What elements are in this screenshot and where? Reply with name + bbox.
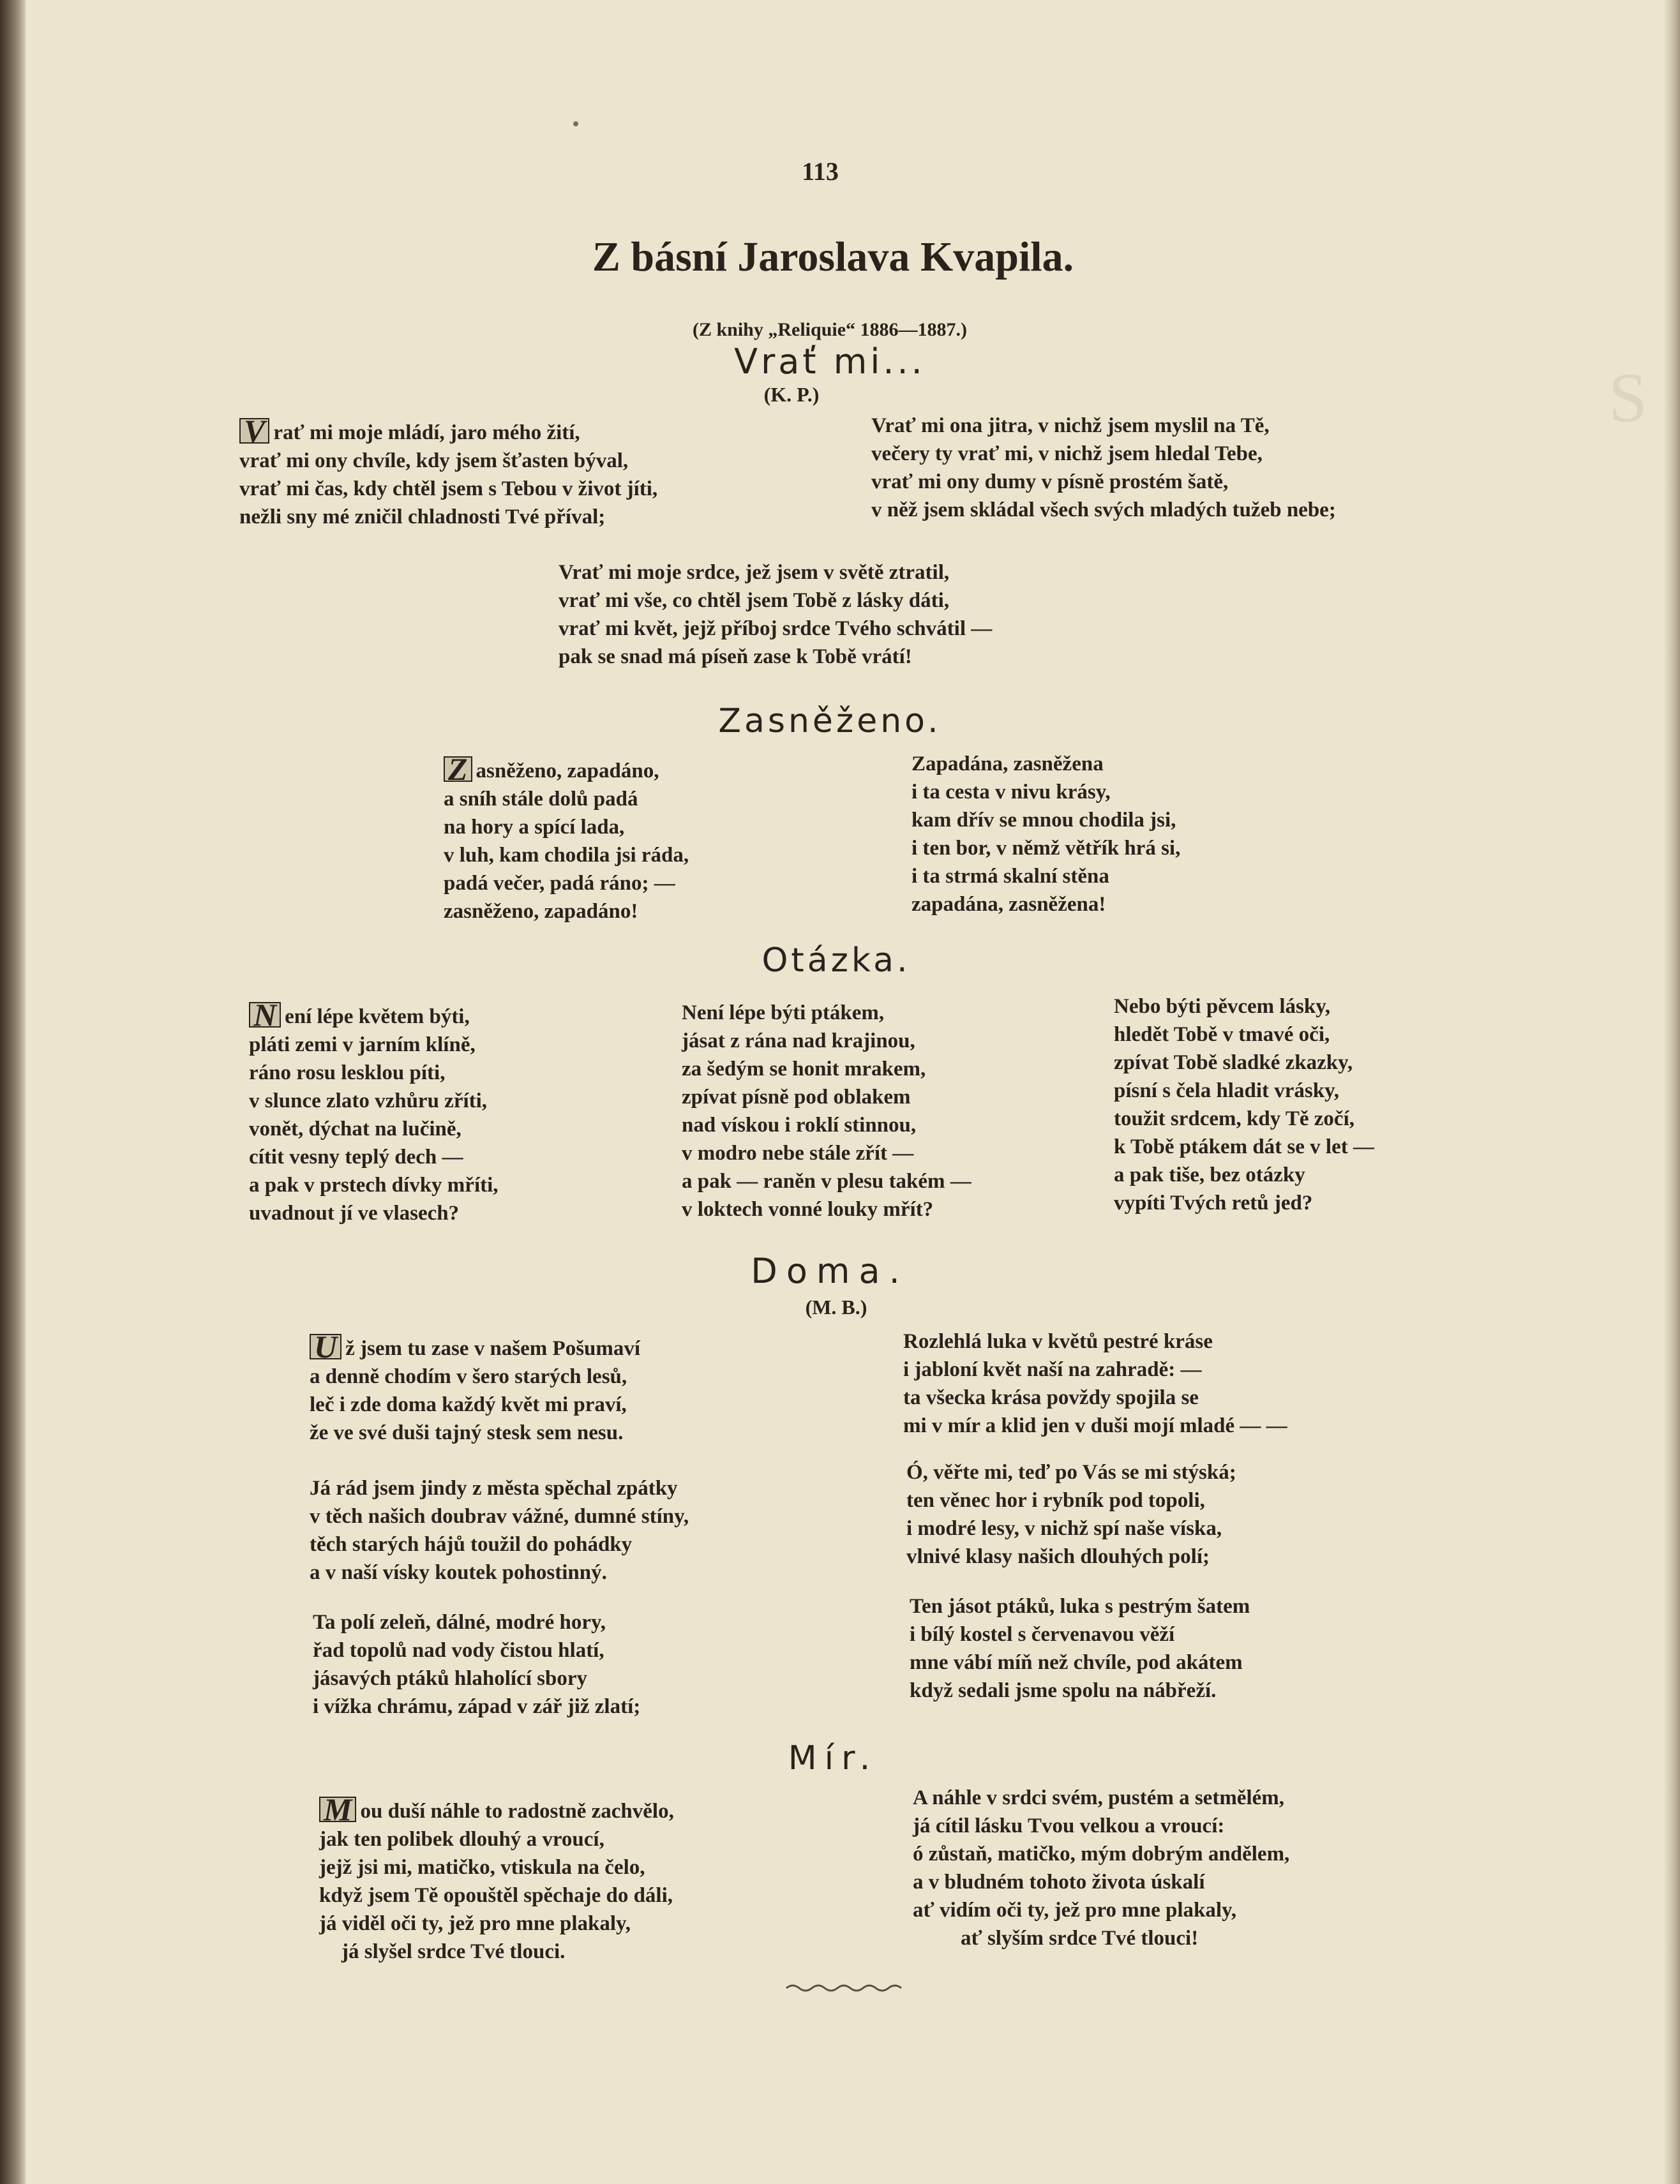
stanza-line: i modré lesy, v nichž spí naše víska, — [906, 1517, 1222, 1540]
stanza-line: Vrať mi moje srdce, jež jsem v světě ztratil, — [559, 561, 950, 584]
stanza-line: Zapadána, zasněžena — [911, 752, 1104, 775]
stanza-line: k Tobě ptákem dát se v let — — [1114, 1135, 1374, 1158]
stanza-line: i ta strmá skalní stěna — [911, 865, 1109, 888]
stanza-line: ení lépe květem býti, — [285, 1005, 470, 1028]
page-edge — [1665, 0, 1680, 2184]
stanza-line: jásavých ptáků hlaholící sbory — [313, 1667, 587, 1690]
stanza-line: pláti zemi v jarním klíně, — [249, 1033, 476, 1056]
poem-title-doma: Doma. — [751, 1251, 909, 1291]
stanza-line: večery ty vrať mi, v nichž jsem hledal Tebe, — [871, 442, 1263, 465]
stanza-line: padá večer, padá ráno; — — [444, 872, 675, 895]
stanza-vrat-mi-1 — [239, 413, 814, 531]
stanza-line: mi v mír a klid jen v duši mojí mladé — — — [903, 1414, 1287, 1437]
page-number: 113 — [802, 157, 839, 186]
stanza-line: a v naší vísky koutek pohostinný. — [310, 1561, 607, 1584]
stanza-line: Nebo býti pěvcem lásky, — [1114, 995, 1331, 1018]
poem-title-vrat-mi: Vrať mi... — [734, 341, 926, 382]
stanza-line: cítit vesny teplý dech — — [249, 1146, 463, 1169]
stanza-line: těch starých hájů toužil do pohádky — [310, 1533, 633, 1556]
stanza-line: vrať mi čas, kdy chtěl jsem s Tebou v život jíti, — [239, 477, 658, 500]
stanza-line: ten věnec hor i rybník pod topoli, — [906, 1489, 1205, 1512]
stanza-line: a v bludném tohoto života úskalí — [913, 1871, 1205, 1894]
stanza-line: ať vidím oči ty, jež pro mne plakaly, — [913, 1899, 1237, 1922]
stanza-line: i ta cesta v nivu krásy, — [911, 781, 1111, 804]
stanza-line: mne vábí míň než chvíle, pod akátem — [910, 1651, 1243, 1674]
stanza-line: Rozlehlá luka v květů pestré kráse — [903, 1330, 1213, 1353]
stanza-mir-2 — [913, 1784, 1436, 1952]
stanza-line: toužit srdcem, kdy Tě zočí, — [1114, 1107, 1355, 1130]
stanza-line: zpívat písně pod oblakem — [682, 1086, 911, 1109]
stanza-zasnezeno-2 — [911, 750, 1269, 918]
book-binding-shadow — [0, 0, 26, 2184]
stanza-line: jejž jsi mi, matičko, vtiskula na čelo, — [319, 1856, 645, 1879]
stanza-line: ó zůstaň, matičko, mým dobrým andělem, — [913, 1843, 1290, 1866]
stanza-line: vlnivé klasy našich dlouhých polí; — [906, 1545, 1210, 1568]
stanza-line: že ve své duši tajný stesk sem nesu. — [310, 1421, 624, 1444]
stanza-line: zapadána, zasněžena! — [911, 893, 1106, 916]
stanza-line: za šedým se honit mrakem, — [682, 1058, 926, 1081]
stanza-line: ž jsem tu zase v našem Pošumaví — [345, 1337, 641, 1360]
paper-speck — [573, 121, 578, 126]
closing-ornament — [785, 1982, 906, 1994]
stanza-line: řad topolů nad vody čistou hlatí, — [313, 1639, 604, 1662]
stanza-doma-3 — [313, 1608, 823, 1721]
stanza-doma-4 — [903, 1328, 1414, 1440]
stanza-line: Vrať mi ona jitra, v nichž jsem myslil na Tě, — [871, 414, 1270, 437]
stanza-zasnezeno-1 — [444, 751, 801, 925]
poem-initials-kp: (K. P.) — [763, 383, 820, 406]
stanza-line: Ten jásot ptáků, luka s pestrým šatem — [910, 1595, 1250, 1618]
dropcap-letter: N — [249, 1002, 281, 1028]
stanza-line: kam dřív se mnou chodila jsi, — [911, 809, 1176, 832]
stanza-line: v slunce zlato vzhůru zříti, — [249, 1089, 488, 1112]
stanza-line: A náhle v srdci svém, pustém a setmělém, — [913, 1786, 1285, 1809]
stanza-line: vrať mi ony dumy v písně prostém šatě, — [871, 470, 1229, 493]
stanza-line: leč i zde doma každý květ mi praví, — [310, 1393, 627, 1416]
stanza-line: Ta polí zeleň, dálné, modré hory, — [313, 1611, 606, 1634]
stanza-line: ou duší náhle to radostně zachvělo, — [360, 1800, 674, 1823]
stanza-line: jásat z rána nad krajinou, — [682, 1029, 915, 1052]
stanza-line: asněženo, zapadáno, — [476, 759, 659, 782]
stanza-doma-2 — [310, 1474, 820, 1587]
stanza-line: já viděl oči ty, jež pro mne plakaly, — [319, 1912, 631, 1935]
stanza-line: a sníh stále dolů padá — [444, 788, 638, 811]
stanza-vrat-mi-3 — [559, 558, 1133, 671]
stanza-doma-1 — [310, 1329, 820, 1447]
stanza-line: nežli sny mé zničil chladnosti Tvé příval; — [239, 505, 606, 528]
stanza-line: a denně chodím v šero starých lesů, — [310, 1365, 627, 1388]
bleed-through-mark: S — [1609, 359, 1648, 437]
stanza-line: i jabloní květ naší na zahradě: — — [903, 1358, 1202, 1381]
stanza-otazka-3 — [1114, 992, 1471, 1217]
stanza-doma-6 — [910, 1592, 1420, 1705]
poem-initials-mb: (M. B.) — [805, 1296, 867, 1319]
poem-title-zasnezeno: Zasněženo. — [718, 702, 941, 740]
stanza-line: na hory a spící lada, — [444, 816, 625, 839]
stanza-line: vypíti Tvých retů jed? — [1114, 1192, 1313, 1215]
stanza-line: zasněženo, zapadáno! — [444, 900, 638, 923]
stanza-line: v těch našich doubrav vážné, dumné stíny, — [310, 1505, 689, 1528]
source-note: (Z knihy „Reliquie“ 1886—1887.) — [692, 319, 968, 340]
stanza-line: v něž jsem skládal všech svých mladých tužeb nebe; — [871, 498, 1336, 521]
stanza-line: hledět Tobě v tmavé oči, — [1114, 1023, 1330, 1046]
stanza-line: i vížka chrámu, západ v zář již zlatí; — [313, 1695, 641, 1718]
dropcap-letter: M — [319, 1797, 356, 1822]
stanza-line: i bílý kostel s červenavou věží — [910, 1623, 1175, 1646]
stanza-line: pak se snad má píseň zase k Tobě vrátí! — [559, 645, 912, 668]
stanza-line: v modro nebe stále zřít — — [682, 1142, 914, 1165]
stanza-line: nad vískou i roklí stinnou, — [682, 1114, 917, 1137]
stanza-line: ta všecka krása povždy spojila se — [903, 1386, 1199, 1409]
stanza-line: Já rád jsem jindy z města spěchal zpátky — [310, 1477, 678, 1500]
stanza-line: a pak v prstech dívky mříti, — [249, 1174, 499, 1197]
dropcap-letter: Z — [444, 756, 472, 782]
stanza-mir-1 — [319, 1791, 843, 1966]
stanza-line: vrať mi ony chvíle, kdy jsem šťasten býval, — [239, 449, 629, 472]
stanza-line: když sedali jsme spolu na nábřeží. — [910, 1679, 1217, 1702]
stanza-doma-5 — [906, 1458, 1417, 1571]
stanza-line: i ten bor, v němž větřík hrá si, — [911, 837, 1181, 860]
stanza-line: vonět, dýchat na lučině, — [249, 1118, 461, 1141]
stanza-line: Ó, věřte mi, teď po Vás se mi stýská; — [906, 1461, 1236, 1484]
stanza-vrat-mi-2 — [871, 412, 1446, 524]
stanza-line: vrať mi vše, co chtěl jsem Tobě z lásky dáti, — [559, 589, 950, 612]
stanza-line: a pak tiše, bez otázky — [1114, 1163, 1305, 1186]
dropcap-letter: V — [239, 418, 269, 444]
poem-title-mir: Mír. — [788, 1739, 878, 1777]
poem-title-otazka: Otázka. — [761, 941, 911, 980]
stanza-line: vrať mi květ, jejž příboj srdce Tvého schvátil — — [559, 617, 993, 640]
stanza-line: ráno rosu lesklou píti, — [249, 1061, 446, 1084]
stanza-line: a pak — raněn v plesu takém — — [682, 1170, 971, 1193]
stanza-line: písní s čela hladit vrásky, — [1114, 1079, 1339, 1102]
stanza-line: rať mi moje mládí, jaro mého žití, — [273, 421, 580, 444]
stanza-line: v luh, kam chodila jsi ráda, — [444, 844, 689, 867]
stanza-line: já cítil lásku Tvou velkou a vroucí: — [913, 1814, 1225, 1837]
stanza-line: v loktech vonné louky mřít? — [682, 1198, 934, 1221]
stanza-line: Není lépe býti ptákem, — [682, 1001, 885, 1024]
page-title: Z básní Jaroslava Kvapila. — [592, 234, 1074, 280]
stanza-line: jak ten polibek dlouhý a vroucí, — [319, 1828, 604, 1851]
stanza-line: zpívat Tobě sladké zkazky, — [1114, 1051, 1353, 1074]
stanza-line: uvadnout jí ve vlasech? — [249, 1202, 460, 1225]
stanza-line: když jsem Tě opouštěl spěchaje do dáli, — [319, 1884, 673, 1907]
stanza-line: ať slyším srdce Tvé tlouci! — [961, 1927, 1199, 1950]
stanza-otazka-2 — [682, 999, 1065, 1223]
dropcap-letter: U — [310, 1334, 341, 1359]
stanza-otazka-1 — [249, 997, 632, 1227]
stanza-line: já slyšel srdce Tvé tlouci. — [341, 1940, 566, 1963]
